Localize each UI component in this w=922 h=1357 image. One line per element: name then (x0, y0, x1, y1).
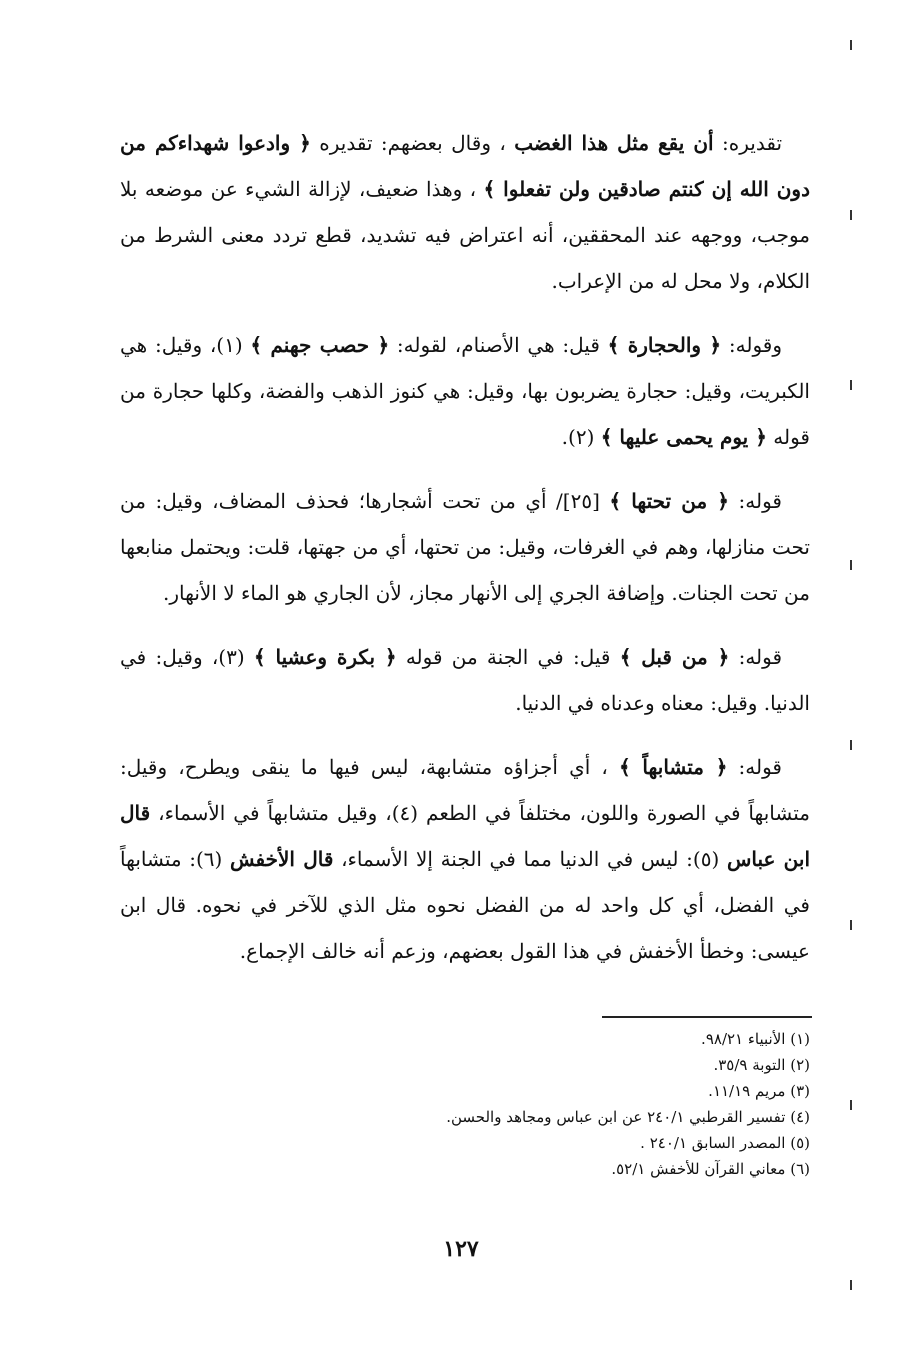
text-segment: قيل: في الجنة من قوله (396, 645, 611, 669)
text-segment: (٦): متشابهاً في الفضل، أي كل واحد له من الفضل نحوه مثل الذي للآخر في نحوه. قال ابن عيسى: وخطأ الأخفش في هذا القول بعضهم، وزعم أنه خالف الإجماع. (120, 847, 810, 963)
footnotes (210, 1026, 810, 1182)
margin-mark (850, 1280, 852, 1290)
paragraph-1 (120, 120, 810, 304)
bold-segment: أن يقع مثل هذا الغضب (514, 131, 714, 155)
quran-quote: ﴿ يوم يحمى عليها ﴾ (600, 425, 767, 449)
footnote: (٤) تفسير القرطبي ٢٤٠/١ عن ابن عباس ومجاهد والحسن. (446, 1108, 810, 1126)
text-segment: (٣)، وقيل: في الدنيا. وقيل: معناه وعدناه في الدنيا. (120, 645, 810, 715)
paragraph-2 (120, 322, 810, 460)
text-segment: قوله: (729, 489, 782, 513)
text-segment: [٢٥]/ أي من تحت أشجارها؛ فحذف المضاف، وقيل: من تحت منازلها، وهم في الغرفات، وقيل: من تحتها، أي من جهتها، قلت: ويحتمل منابعها من تحت الجنات. وإضافة الجري إلى الأنهار مجاز، لأن الجاري هو الماء لا الأنهار. (120, 489, 810, 605)
bold-segment: قال الأخفش (230, 847, 334, 871)
margin-mark (850, 40, 852, 50)
paragraph-5 (120, 744, 810, 974)
bold-segment: قال ابن عباس (120, 801, 811, 871)
footnote: (١) الأنبياء ٩٨/٢١. (701, 1030, 810, 1048)
text-segment: ، وقال بعضهم: تقديره (310, 131, 506, 155)
quran-quote: ﴿ من قبل ﴾ (619, 645, 730, 669)
paragraph-4 (120, 634, 810, 726)
text-segment: (٥): ليس في الدنيا مما في الجنة إلا الأسماء، (333, 847, 720, 871)
paragraph-3 (120, 478, 810, 616)
quran-quote: ﴿ حصب جهنم ﴾ (250, 333, 390, 357)
footnote: (٢) التوبة ٣٥/٩. (713, 1056, 810, 1074)
quran-quote: ﴿ وادعوا شهداءكم من دون الله إن كنتم صادقين ولن تفعلوا ﴾ (120, 131, 810, 201)
text-segment: (٢). (561, 425, 595, 449)
text-segment: ، وهذا ضعيف، لإزالة الشيء عن موضعه بلا موجب، ووجهه عند المحققين، أنه اعتراض فيه تشديد، قطع تردد معنى الشرط من الكلام، ولا محل له من الإعراب. (120, 177, 810, 293)
margin-mark (850, 1100, 852, 1110)
quran-quote: ﴿ والحجارة ﴾ (607, 333, 722, 357)
margin-mark (850, 740, 852, 750)
quran-quote: ﴿ من تحتها ﴾ (609, 489, 730, 513)
margin-mark (850, 560, 852, 570)
text-segment: (١)، وقيل: هي الكبريت، وقيل: حجارة يضربون بها، وقيل: هي كنوز الذهب والفضة، وكلها حجارة من قوله (120, 333, 810, 449)
footnote: (٥) المصدر السابق ٢٤٠/١ . (640, 1134, 810, 1152)
quran-quote: ﴿ بكرة وعشيا ﴾ (253, 645, 397, 669)
quran-quote: ﴿ متشابهاً ﴾ (619, 755, 728, 779)
text-segment: ، أي أجزاؤه متشابهة، ليس فيها ما ينقى ويطرح، وقيل: متشابهاً في الصورة واللون، مختلفاً في الطعم (٤)، وقيل متشابهاً في الأسماء، (120, 755, 810, 825)
margin-mark (850, 380, 852, 390)
margin-mark (850, 210, 852, 220)
text-segment: تقديره: (713, 131, 783, 155)
margin-mark (850, 920, 852, 930)
text-segment: قوله: (727, 755, 782, 779)
main-text (120, 120, 810, 992)
text-segment: قوله: (729, 645, 783, 669)
footnote: (٣) مريم ١١/١٩. (708, 1082, 810, 1100)
footnote: (٦) معاني القرآن للأخفش ٥٢/١. (611, 1160, 810, 1178)
footnote-separator (602, 1016, 812, 1018)
text-segment: قيل: هي الأصنام، لقوله: (389, 333, 600, 357)
text-segment: وقوله: (721, 333, 782, 357)
page-number: ١٢٧ (443, 1236, 479, 1262)
